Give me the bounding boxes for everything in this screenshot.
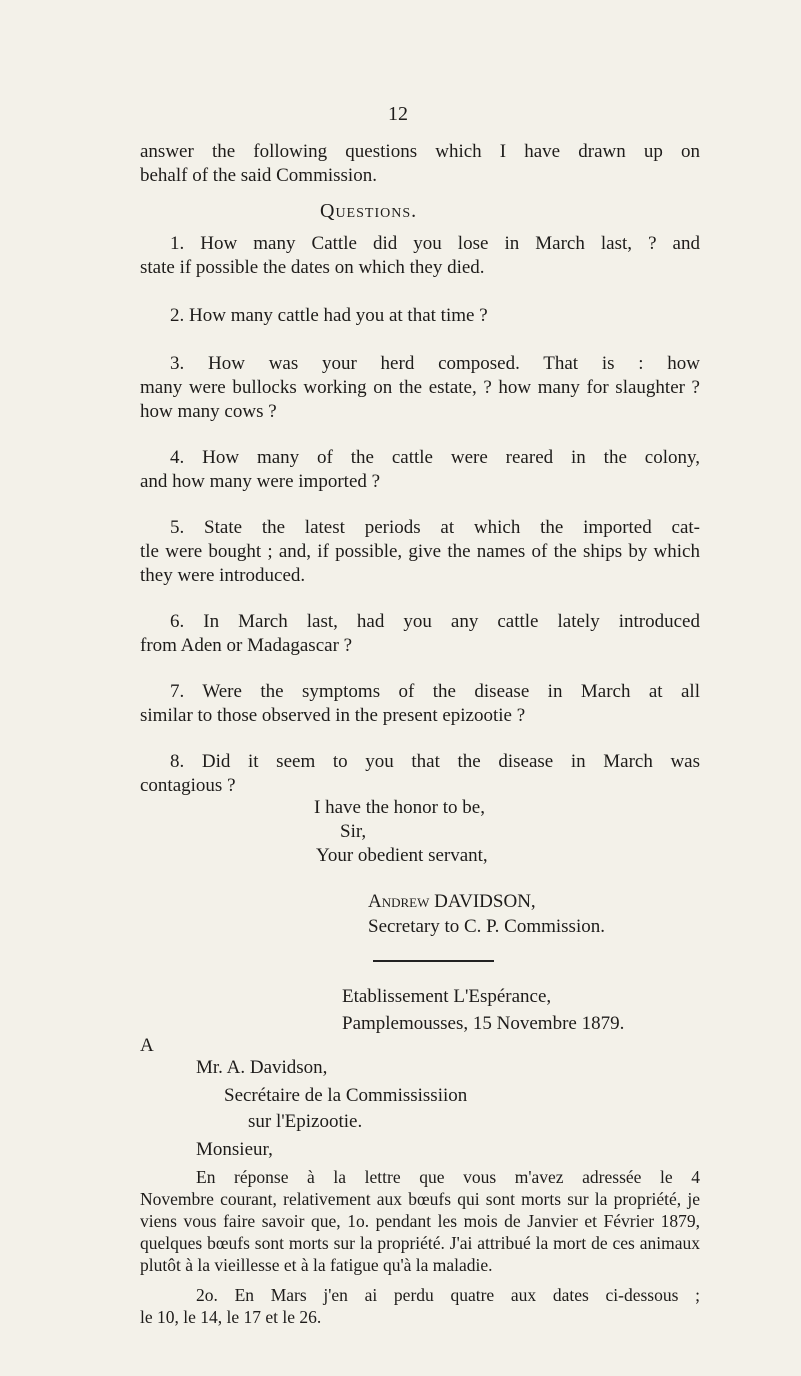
letter-recipient-title: Secrétaire de la Commississiion: [224, 1085, 468, 1106]
questions-heading: Questions.: [320, 200, 418, 222]
question-5-rest: tle were bought ; and, if possible, give the names of the ships by which they were introduced.: [140, 541, 700, 586]
letter-recipient-subject: sur l'Epizootie.: [248, 1111, 363, 1132]
letter-establishment: Etablissement L'Espérance,: [342, 986, 552, 1007]
intro-line-2: behalf of the said Commission.: [140, 165, 377, 186]
signature-first-name: Andrew: [368, 891, 430, 912]
intro-paragraph: [140, 140, 700, 188]
question-1: [140, 232, 700, 280]
question-7: [140, 680, 700, 728]
question-2: [140, 304, 700, 328]
question-2-first: 2. How many cattle had you at that time ?: [170, 305, 488, 326]
letter-recipient: Mr. A. Davidson,: [196, 1057, 328, 1078]
question-3-rest: many were bullocks working on the estate, ? how many for slaughter ? how many cows ?: [140, 377, 700, 422]
question-8: [140, 750, 700, 798]
question-6-first: 6. In March last, had you any cattle lately introduced: [170, 611, 700, 632]
closing-honor: I have the honor to be,: [314, 797, 485, 818]
page-number: 12: [388, 103, 408, 125]
closing-sir: Sir,: [340, 821, 367, 842]
question-5: [140, 516, 700, 588]
letter-paragraph-2-rest: le 10, le 14, le 17 et le 26.: [140, 1307, 322, 1327]
question-8-rest: contagious ?: [140, 775, 236, 796]
question-6-rest: from Aden or Madagascar ?: [140, 635, 353, 656]
question-8-first: 8. Did it seem to you that the disease in March was: [170, 751, 700, 772]
letter-paragraph-1-rest: Novembre courant, relativement aux bœufs qui sont morts sur la propriété, je viens vous faire savoir que, 1o. pendant les mois de Janvier et Février 1879, quelques bœufs sont morts sur la propriété. J'ai attribué la mort de ces animaux plutôt à la vieillesse et à la fatigue qu'à la maladie.: [140, 1189, 700, 1275]
question-3: [140, 352, 700, 424]
intro-line-1: answer the following questions which I have drawn up on: [140, 141, 700, 162]
question-3-first: 3. How was your herd composed. That is : how: [170, 353, 700, 374]
letter-paragraph-1-first: En réponse à la lettre que vous m'avez adressée le 4: [196, 1167, 700, 1187]
letter-place-date: Pamplemousses, 15 Novembre 1879.: [342, 1013, 625, 1034]
closing-signature: [368, 890, 536, 914]
question-4-rest: and how many were imported ?: [140, 471, 381, 492]
question-4-first: 4. How many of the cattle were reared in the colony,: [170, 447, 700, 468]
section-rule: [373, 960, 494, 962]
question-7-first: 7. Were the symptoms of the disease in March at all: [170, 681, 700, 702]
letter-paragraph-2-first: 2o. En Mars j'en ai perdu quatre aux dates ci-dessous ;: [196, 1285, 700, 1305]
letter-a: A: [140, 1035, 154, 1056]
question-4: [140, 446, 700, 494]
signature-last-name: DAVIDSON,: [434, 891, 536, 912]
closing-title: Secretary to C. P. Commission.: [368, 916, 605, 937]
letter-paragraph-2: [140, 1284, 700, 1328]
question-1-first: 1. How many Cattle did you lose in March last, ? and: [170, 233, 700, 254]
closing-servant: Your obedient servant,: [316, 845, 488, 866]
letter-paragraph-1: [140, 1166, 700, 1276]
question-1-rest: state if possible the dates on which they died.: [140, 257, 485, 278]
question-7-rest: similar to those observed in the present epizootie ?: [140, 705, 526, 726]
letter-salutation: Monsieur,: [196, 1139, 273, 1160]
question-6: [140, 610, 700, 658]
question-5-first: 5. State the latest periods at which the imported cat-: [170, 517, 700, 538]
